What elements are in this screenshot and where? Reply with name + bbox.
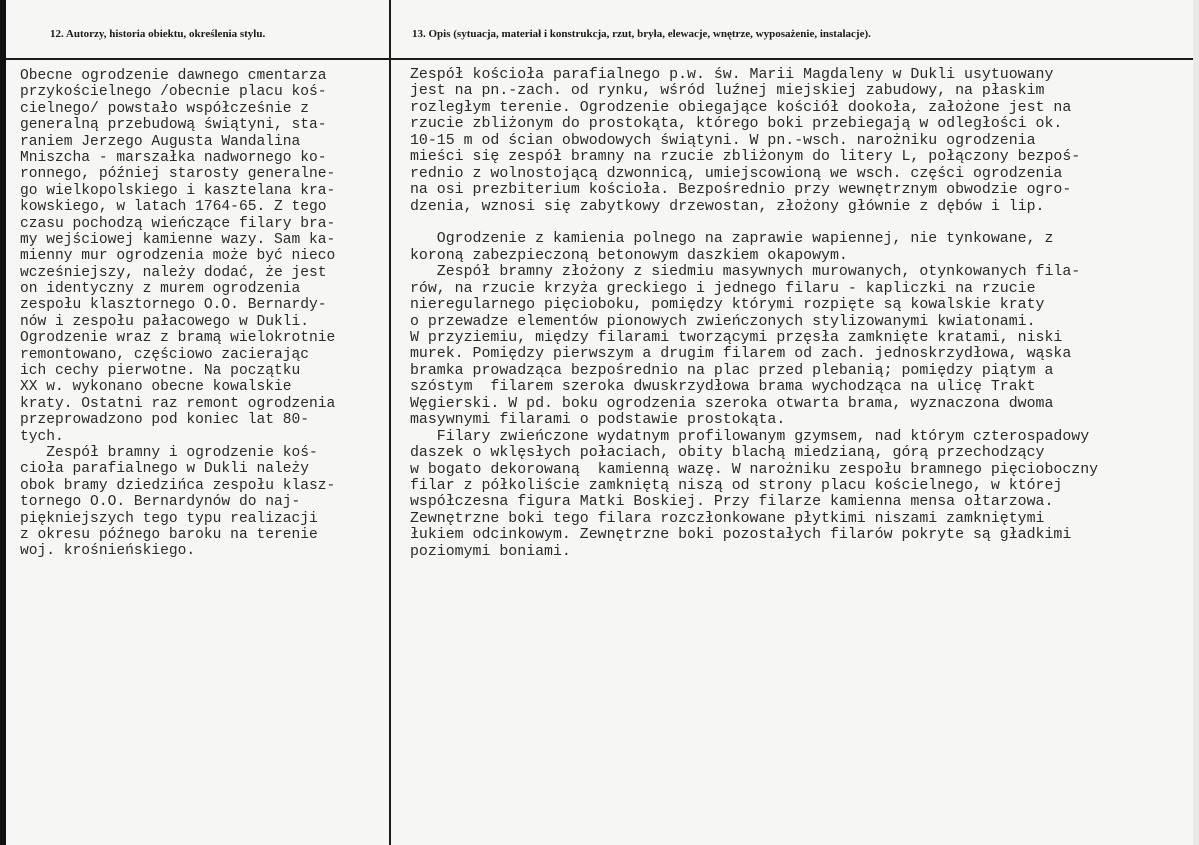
description-text-line: filar z półkoliście zamkniętą niszą od strony placu kościelnego, w której [410, 477, 1063, 494]
description-text-line: o przewadze elementów pionowych zwieńczonych stylizowanymi kwiatonami. [410, 313, 1036, 330]
history-text-line: przykościelnego /obecnie placu koś- [20, 84, 327, 101]
history-text-line: on identyczny z murem ogrodzenia [20, 281, 301, 298]
description-text-line: Zespół kościoła parafialnego p.w. św. Marii Magdaleny w Dukli usytuowany [410, 67, 1054, 83]
history-text-line: Mniszcha - marszałka nadwornego ko- [20, 149, 327, 166]
history-text-line: z okresu późnego baroku na terenie [20, 526, 318, 543]
description-text-line: W przyziemiu, między filarami tworzącymi przęsła zamknięte kratami, niski [410, 330, 1063, 346]
description-text-line: rów, na rzucie krzyża greckiego i jednego filaru - kapliczki na rzucie [410, 280, 1036, 297]
history-text-line: przeprowadzono pod koniec lat 80- [20, 412, 310, 429]
description-text-line: Zespół bramny złożony z siedmiu masywnych murowanych, otynkowanych fila- [410, 264, 1081, 281]
description-text-line: współczesna figura Matki Boskiej. Przy filarze kamienna mensa ołtarzowa. [410, 494, 1054, 511]
description-text-line: jest na pn.-zach. od rynku, wśród luźnej miejskiej zabudowy, na płaskim [410, 83, 1045, 100]
history-text-line: raniem Jerzego Augusta Wandalina [20, 133, 301, 150]
description-text-line: dzenia, wznosi się zabytkowy drzewostan, złożony głównie z dębów i lip. [410, 198, 1045, 215]
history-text-line: ronnego, później starosty generalne- [20, 166, 336, 183]
description-text-line: masywnymi filarami o podstawie prostokąta. [410, 412, 786, 429]
history-text-line: Zespół bramny i ogrodzenie koś- [20, 444, 318, 461]
description-text-line: Filary zwieńczone wydatnym profilowanym gzymsem, nad którym czterospadowy [410, 428, 1090, 445]
description-text-line: bramka prowadząca bezpośrednio na plac przed plebanią; pomiędzy piątym a [410, 362, 1054, 379]
history-text-line: zespołu klasztornego O.O. Bernardy- [20, 297, 327, 314]
history-text-line: my wejściowej kamienne wazy. Sam ka- [20, 231, 336, 248]
description-text-line: szóstym filarem szeroka dwuskrzydłowa brama wychodząca na ulicę Trakt [410, 379, 1036, 396]
history-text-line: tornego O.O. Bernardynów do naj- [20, 494, 301, 511]
description-text-line: w bogato dekorowaną kamienną wazę. W narożniku zespołu bramnego pięcioboczny [410, 461, 1099, 478]
history-text-line: nów i zespołu pałacowego w Dukli. [20, 313, 310, 330]
description-text-line: rednio z wolnostojącą dzwonnicą, umiejscowioną we wsch. części ogrodzenia [410, 165, 1063, 182]
description-text-line: koroną zabezpieczoną betonowym daszkiem okapowym. [410, 247, 848, 264]
description-text-line: łukiem odcinkowym. Zewnętrzne boki pozostałych filarów pokryte są gładkimi [410, 527, 1072, 544]
section-12-header: 12. Autorzy, historia obiektu, określenia stylu. [50, 28, 266, 40]
history-text-line: woj. krośnieńskiego. [20, 543, 196, 560]
history-text-line: go wielkopolskiego i kasztelana kra- [20, 182, 336, 199]
history-text-line: generalną przebudową świątyni, sta- [20, 117, 327, 134]
description-text-line: Węgierski. W pd. boku ogrodzenia szeroka otwarta brama, wyznaczona dwoma [410, 395, 1054, 412]
header-divider [6, 58, 1199, 60]
description-text-line: Ogrodzenie z kamienia polnego na zaprawie wapiennej, nie tynkowane, z [410, 231, 1054, 248]
description-text-line: poziomymi boniami. [410, 543, 571, 560]
history-text-line: XX w. wykonano obecne kowalskie [20, 379, 292, 396]
description-text-line: murek. Pomiędzy pierwszym a drugim filarem od zach. jednoskrzydłowa, wąska [410, 346, 1072, 363]
history-text-line: Obecne ogrodzenie dawnego cmentarza [20, 68, 327, 84]
history-text-line: kowskiego, w latach 1764-65. Z tego [20, 199, 327, 216]
history-text-line: Ogrodzenie wraz z bramą wielokrotnie [20, 330, 336, 347]
description-text-line: na osi prezbiterium kościoła. Bezpośrednio przy wewnętrznym obwodzie ogro- [410, 182, 1072, 199]
history-text-line: wcześniejszy, należy dodać, że jest [20, 264, 327, 281]
description-text-line: nieregularnego pięcioboku, pomiędzy którymi rozpięte są kowalskie kraty [410, 297, 1045, 314]
history-text-line: cioła parafialnego w Dukli należy [20, 461, 310, 478]
description-text-column [410, 67, 1199, 560]
description-text-line: mieści się zespół bramny na rzucie zbliżonym do litery L, połączony bezpoś- [410, 149, 1081, 166]
history-text-line: piękniejszych tego typu realizacji [20, 510, 318, 527]
history-text-line: tych. [20, 428, 64, 445]
history-text-column [20, 68, 386, 560]
description-text-line: rozległym terenie. Ogrodzenie obiegające kościół dookoła, założone jest na [410, 99, 1072, 116]
history-text-line: remontowano, częściowo zacierając [20, 346, 310, 363]
history-text-line: cielnego/ powstało współcześnie z [20, 100, 310, 117]
history-text-line: kraty. Ostatni raz remont ogrodzenia [20, 395, 336, 412]
history-text-line: obok bramy dziedzińca zespołu klasz- [20, 477, 336, 494]
history-text-line: mienny mur ogrodzenia może być nieco [20, 248, 336, 265]
description-text-line: daszek o wklęsłych połaciach, obity blachą miedzianą, górą przechodzący [410, 445, 1045, 462]
description-text-line: 10-15 m od ścian obwodowych świątyni. W pn.-wsch. narożniku ogrodzenia [410, 132, 1036, 149]
description-text-line: Zewnętrzne boki tego filara rozczłonkowane płytkimi niszami zamkniętymi [410, 510, 1045, 527]
section-13-header: 13. Opis (sytuacja, materiał i konstrukcja, rzut, bryła, elewacje, wnętrze, wyposażenie, instalacje). [412, 28, 871, 40]
history-text-line: czasu pochodzą wieńczące filary bra- [20, 215, 336, 232]
history-text-line: ich cechy pierwotne. Na początku [20, 363, 301, 380]
description-text-line: rzucie zbliżonym do prostokąta, którego boki przebiegają w odległości ok. [410, 116, 1063, 133]
description-text-line [410, 215, 1199, 231]
column-divider [389, 0, 391, 845]
